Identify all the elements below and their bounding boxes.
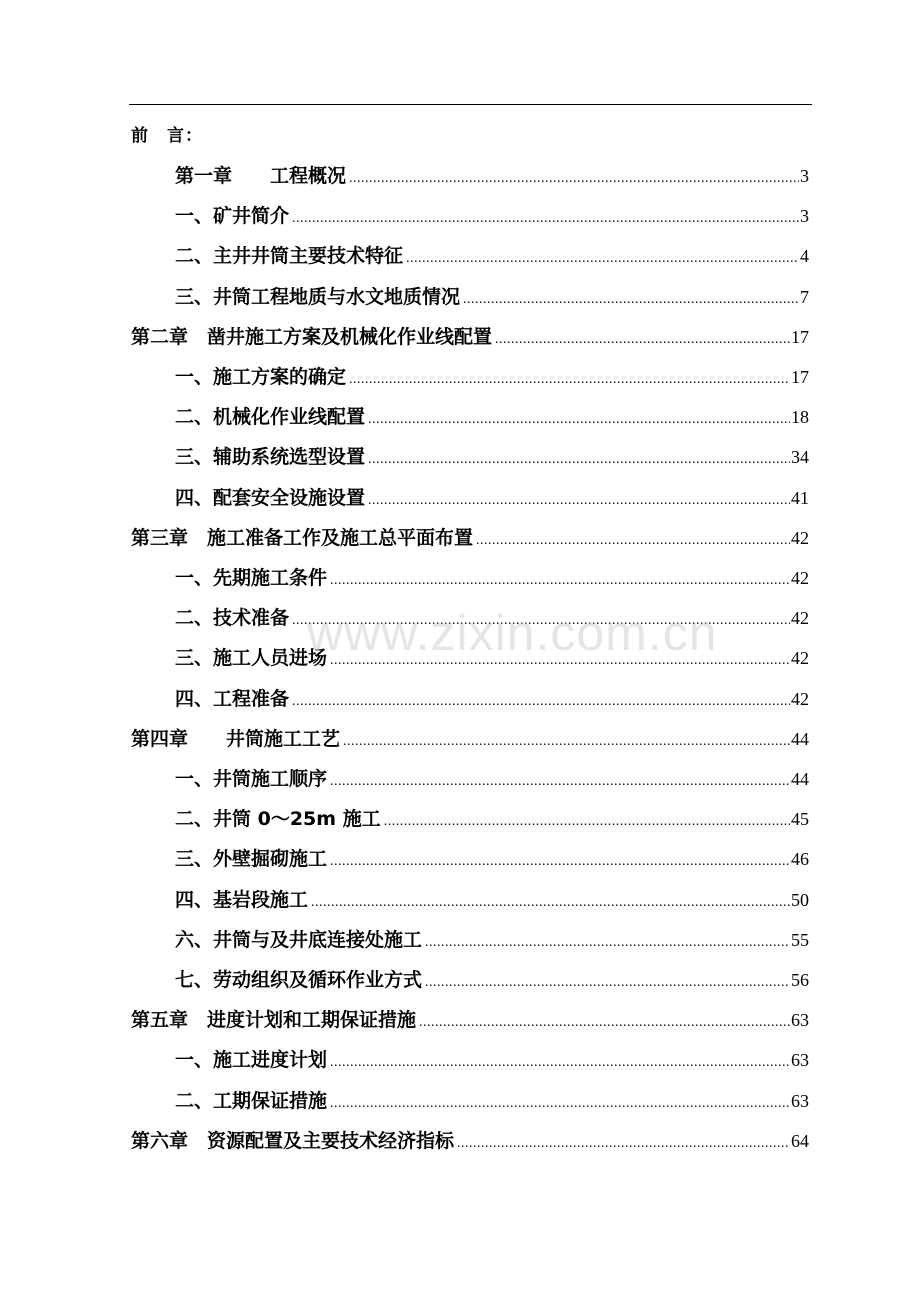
toc-entry-label: 第五章 进度计划和工期保证措施 <box>131 1009 417 1031</box>
toc-dot-leader <box>330 849 790 875</box>
toc-chapter-entry[interactable] <box>131 1128 809 1154</box>
toc-dot-leader <box>349 367 790 393</box>
toc-dot-leader <box>384 809 790 835</box>
toc-entry-label: 二、机械化作业线配置 <box>175 406 366 428</box>
toc-chapter-entry[interactable] <box>131 1007 809 1033</box>
toc-page-number: 3 <box>800 166 809 186</box>
toc-page-number: 42 <box>791 528 809 548</box>
toc-entry-label: 第一章 工程概况 <box>175 165 347 187</box>
toc-entry-label: 三、井筒工程地质与水文地质情况 <box>175 286 461 308</box>
toc-section-entry[interactable] <box>175 806 809 832</box>
toc-section-entry[interactable] <box>175 243 809 269</box>
toc-page-number: 42 <box>791 568 809 588</box>
toc-dot-leader <box>368 447 790 473</box>
toc-page-number: 45 <box>791 809 809 829</box>
toc-page-number: 63 <box>791 1091 809 1111</box>
toc-entry-label: 三、施工人员进场 <box>175 647 328 669</box>
toc-entry-label: 第六章 资源配置及主要技术经济指标 <box>131 1130 455 1152</box>
toc-entry-label: 二、主井井筒主要技术特征 <box>175 245 404 267</box>
toc-page-number: 42 <box>791 608 809 628</box>
toc-section-entry[interactable] <box>175 565 809 591</box>
toc-dot-leader <box>425 970 790 996</box>
toc-section-entry[interactable] <box>175 887 809 913</box>
toc-page-number: 63 <box>791 1010 809 1030</box>
toc-chapter-entry[interactable] <box>131 324 809 350</box>
toc-dot-leader <box>368 488 790 514</box>
toc-section-entry[interactable] <box>175 404 809 430</box>
toc-entry-label: 四、基岩段施工 <box>175 889 309 911</box>
toc-page-number: 44 <box>791 729 809 749</box>
toc-entry-label: 一、井筒施工顺序 <box>175 768 328 790</box>
toc-dot-leader <box>476 528 790 554</box>
toc-entry-label: 一、矿井简介 <box>175 205 290 227</box>
toc-section-entry[interactable] <box>175 203 809 229</box>
toc-page-number: 3 <box>800 206 809 226</box>
toc-entry-label: 四、配套安全设施设置 <box>175 487 366 509</box>
toc-dot-leader <box>330 1091 790 1117</box>
toc-section-entry[interactable] <box>175 1047 809 1073</box>
toc-dot-leader <box>425 930 790 956</box>
toc-section-entry[interactable] <box>175 163 809 189</box>
toc-page-number: 7 <box>800 287 809 307</box>
watermark: www.zixin.com.cn <box>307 605 718 661</box>
toc-section-entry[interactable] <box>175 364 809 390</box>
toc-section-entry[interactable] <box>175 967 809 993</box>
toc-page-number: 41 <box>791 488 809 508</box>
toc-page-number: 18 <box>791 407 809 427</box>
toc-dot-leader <box>292 206 799 232</box>
toc-section-entry[interactable] <box>175 1088 809 1114</box>
toc-entry-label: 六、井筒与及井底连接处施工 <box>175 929 423 951</box>
toc-entry-label: 二、井筒 0～25m 施工 <box>175 808 381 830</box>
toc-dot-leader <box>368 407 790 433</box>
toc-entry-label: 四、工程准备 <box>175 688 290 710</box>
toc-entry-label: 七、劳动组织及循环作业方式 <box>175 969 423 991</box>
toc-page-number: 50 <box>791 890 809 910</box>
toc-dot-leader <box>343 729 790 755</box>
preface-heading: 前 言： <box>131 126 203 146</box>
toc-entry-label: 一、施工进度计划 <box>175 1049 328 1071</box>
toc-dot-leader <box>463 287 799 313</box>
toc-entry-label: 第三章 施工准备工作及施工总平面布置 <box>131 527 474 549</box>
toc-section-entry[interactable] <box>175 766 809 792</box>
toc-section-entry[interactable] <box>175 645 809 671</box>
toc-dot-leader <box>292 689 790 715</box>
toc-dot-leader <box>457 1131 790 1157</box>
toc-page-number: 46 <box>791 849 809 869</box>
toc-entry-label: 第二章 凿井施工方案及机械化作业线配置 <box>131 326 493 348</box>
toc-page-number: 44 <box>791 769 809 789</box>
toc-dot-leader <box>419 1010 790 1036</box>
toc-section-entry[interactable] <box>175 485 809 511</box>
toc-entry-label: 一、施工方案的确定 <box>175 366 347 388</box>
toc-section-entry[interactable] <box>175 846 809 872</box>
toc-dot-leader <box>349 166 799 192</box>
toc-chapter-entry[interactable] <box>131 525 809 551</box>
toc-dot-leader <box>330 769 790 795</box>
toc-section-entry[interactable] <box>175 284 809 310</box>
toc-dot-leader <box>330 568 790 594</box>
toc-dot-leader <box>311 890 790 916</box>
toc-entry-label: 三、外壁掘砌施工 <box>175 848 328 870</box>
toc-entry-label: 一、先期施工条件 <box>175 567 328 589</box>
toc-entry-label: 三、辅助系统选型设置 <box>175 446 366 468</box>
toc-dot-leader <box>406 246 799 272</box>
toc-page-number: 55 <box>791 930 809 950</box>
toc-section-entry[interactable] <box>175 444 809 470</box>
toc-section-entry[interactable] <box>175 686 809 712</box>
toc-dot-leader <box>495 327 790 353</box>
toc-page-number: 17 <box>791 327 809 347</box>
toc-page-number: 42 <box>791 689 809 709</box>
toc-chapter-entry[interactable] <box>131 726 809 752</box>
toc-dot-leader <box>330 1050 790 1076</box>
toc-page-number: 42 <box>791 648 809 668</box>
toc-page-number: 64 <box>791 1131 809 1151</box>
toc-page-number: 4 <box>800 246 809 266</box>
toc-page-number: 56 <box>791 970 809 990</box>
toc-page-number: 63 <box>791 1050 809 1070</box>
toc-page-number: 17 <box>791 367 809 387</box>
toc-section-entry[interactable] <box>175 605 809 631</box>
toc-section-entry[interactable] <box>175 927 809 953</box>
toc-dot-leader <box>330 648 790 674</box>
toc-entry-label: 第四章 井筒施工工艺 <box>131 728 341 750</box>
toc-entry-label: 二、技术准备 <box>175 607 290 629</box>
toc-entry-label: 二、工期保证措施 <box>175 1090 328 1112</box>
toc-dot-leader <box>292 608 790 634</box>
toc-page-number: 34 <box>791 447 809 467</box>
